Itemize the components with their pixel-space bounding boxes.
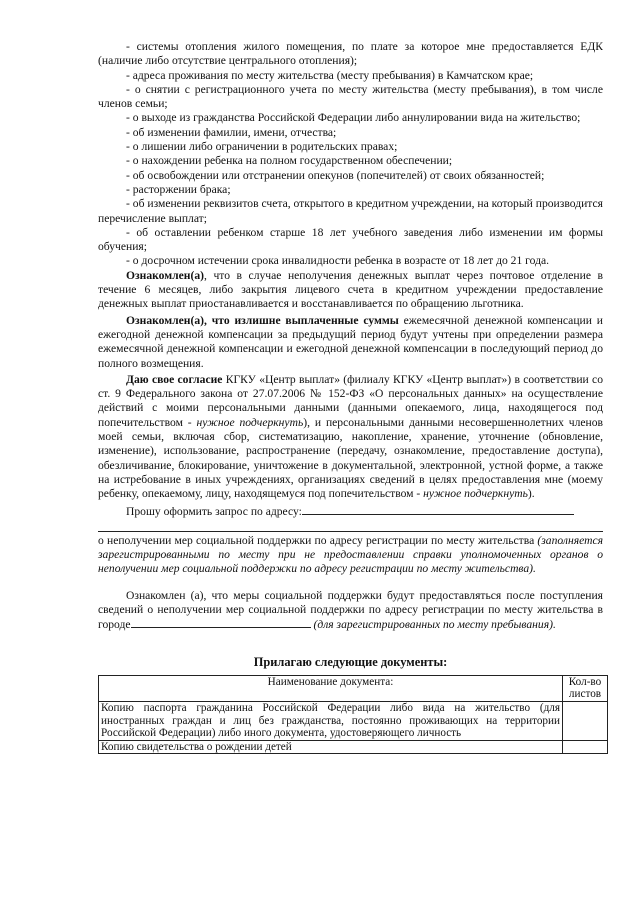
- list-item: - о нахождении ребенка на полном государственном обеспечении;: [126, 154, 453, 168]
- document-name-cell: Копию свидетельства о рождении детей: [99, 740, 563, 754]
- list-item: - о выходе из гражданства Российской Федерации либо аннулировании вида на жительство;: [126, 111, 581, 125]
- list-item: - о снятии с регистрационного учета по месту жительства (месту пребывания), в том числе членов семьи;: [98, 82, 603, 111]
- list-item: - о досрочном истечении срока инвалидности ребенка в возрасте от 18 лет до 21 года.: [126, 254, 550, 268]
- list-item: - о лишении либо ограничении в родительских правах;: [126, 140, 398, 154]
- list-item: - об изменении реквизитов счета, открытого в кредитном учреждении, на который производится перечисление выплат;: [98, 197, 603, 225]
- consent-text-2: ), и персональными данными несовершеннолетних членов моей семьи, включая сбор, систематизацию, накопление, хранение, уточнение (обновление, изменение), использование, распространение (передачу, ознакомление, предоставление доступа), обезличивание, блокирование, уничтожение в документальной, электронной, устной форме, а также на истребование в иных учреждениях, организациях сведений в целях предоставления мне (моему ребенку, опекаемому, лицу, находящемуся под попечительством -: [98, 415, 604, 501]
- underline-note: нужное подчеркнуть: [196, 415, 304, 429]
- ack-delivery-paragraph: [98, 269, 603, 312]
- document-page: [98, 40, 603, 754]
- request-label: Прошу оформить запрос по адресу:: [126, 504, 302, 518]
- ack-city-note: (для зарегистрированных по месту пребывания).: [310, 618, 556, 632]
- ack-city-paragraph: [98, 589, 603, 633]
- ack-text: ежемесячной денежной компенсации и ежегодной денежной компенсации за предыдущий период будут учтены при определении размера ежемесячной денежной компенсации и ежегодной денежной компенсации в последующий период до полного возмещения.: [98, 313, 603, 370]
- list-item: - об оставлении ребенком старше 18 лет учебного заведения либо изменении им формы обучения;: [98, 225, 603, 254]
- table-header-row: [99, 675, 608, 701]
- request-line: [98, 504, 603, 519]
- consent-text-3: ).: [527, 487, 535, 501]
- address-field[interactable]: [302, 504, 574, 515]
- underline-note: нужное подчеркнуть: [423, 487, 528, 501]
- request-note: (заполняется зарегистрированными по месту при не предоставлении справки уполномоченных органов о неполучении мер социальной поддержки по адресу регистрации по месту жительства).: [98, 533, 603, 576]
- list-item: - об изменении фамилии, имени, отчества;: [126, 125, 337, 139]
- city-field[interactable]: [131, 617, 311, 628]
- consent-text-1: КГКУ «Центр выплат» (филиалу КГКУ «Центр выплат») в соответствии со ст. 9 Федерального закона от 27.07.2006 № 152-ФЗ «О персональных данных» на осуществление действий с моими персональными данными (данными опекаемого, лица, находящегося под попечительством -: [98, 372, 603, 429]
- ack-label: Ознакомлен(а), что излишне выплаченные суммы: [126, 313, 399, 327]
- document-count-cell[interactable]: [563, 740, 608, 754]
- list-item: - об освобождении или отстранении опекунов (попечителей) от своих обязанностей;: [126, 168, 545, 182]
- ack-city-text: Ознакомлен (а), что меры социальной поддержки будут предоставляться после поступления сведений о неполучении мер социальной поддержки по адресу регистрации по месту жительства в городе: [98, 588, 603, 632]
- table-row: [99, 740, 608, 754]
- consent-label: Даю свое согласие: [126, 372, 223, 386]
- request-text: о неполучении мер социальной поддержки по адресу регистрации по месту жительства: [98, 533, 538, 547]
- list-item: - системы отопления жилого помещения, по плате за которое мне предоставляется ЕДК (наличие либо отсутствие центрального отопления);: [98, 40, 603, 68]
- ack-label: Ознакомлен(а): [126, 268, 205, 282]
- documents-title: Прилагаю следующие документы:: [253, 654, 448, 669]
- ack-overpayment-paragraph: [98, 314, 603, 371]
- list-item: - адреса проживания по месту жительства (месту пребывания) в Камчатском крае;: [126, 68, 534, 82]
- items-list: [98, 40, 603, 269]
- column-header-count: Кол-во листов: [563, 675, 608, 701]
- column-header-name: Наименование документа:: [99, 675, 563, 701]
- consent-paragraph: [98, 373, 603, 502]
- address-field-continued[interactable]: [98, 519, 603, 532]
- document-count-cell[interactable]: [563, 702, 608, 741]
- list-item: - расторжении брака;: [126, 182, 231, 196]
- ack-text: , что в случае неполучения денежных выплат через почтовое отделение в течение 6 месяцев, либо закрытия лицевого счета в кредитном учреждении предоставление денежных выплат приостанавливается и восстанавливается по обращению льготника.: [98, 268, 603, 311]
- document-name-cell: Копию паспорта гражданина Российской Федерации либо вида на жительство (для иностранных граждан и лиц без гражданства, постоянно проживающих на территории Российской Федерации) либо иного документа, удостоверяющего личность: [99, 702, 563, 741]
- documents-table: [98, 675, 608, 755]
- table-row: [99, 702, 608, 741]
- request-paragraph: [98, 534, 603, 577]
